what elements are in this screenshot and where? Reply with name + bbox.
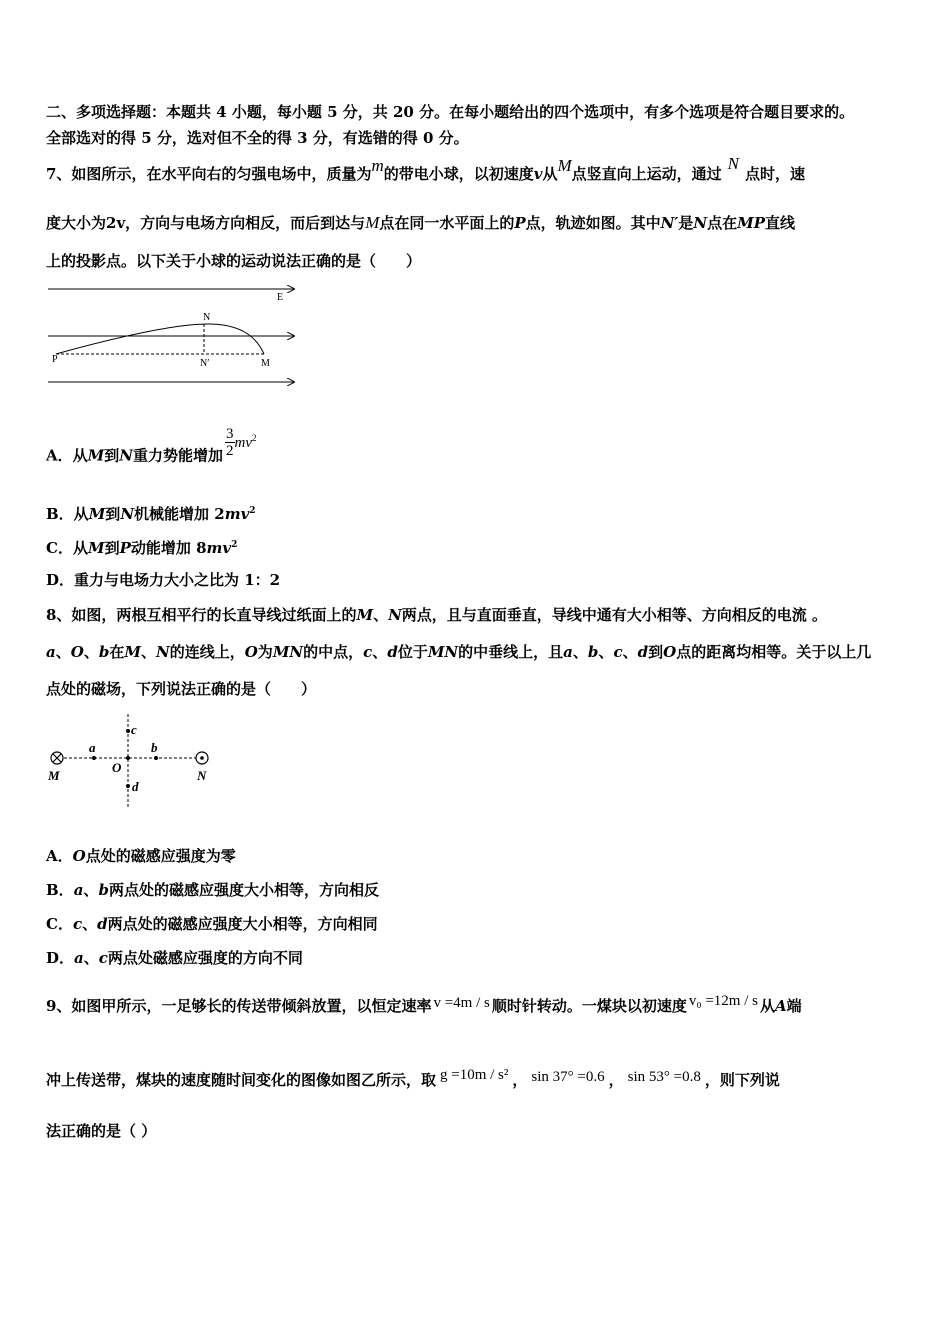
q7-option-d: D．重力与电场力大小之比为 1：2 (46, 571, 281, 589)
section-header-line1: 二、多项选择题：本题共 4 小题，每小题 5 分，共 20 分。在每小题给出的四个选项中，有多个选项是符合题目要求的。 (46, 103, 855, 121)
point-label-n: N (203, 312, 211, 323)
label-c: c (131, 722, 137, 737)
point-b-dot (154, 756, 158, 760)
q9-stem-line3: 法正确的是（ ） (46, 1122, 157, 1140)
q7-stem-line2: 度大小为2v，方向与电场方向相反，而后到达与M点在同一水平面上的P点，轨迹如图。其中N′是N点在MP直线 (46, 213, 795, 232)
q7-option-a: A．从M到N重力势能增加 $\frac{3}{2}$ $mv^2$ (46, 426, 257, 465)
point-c-dot (126, 729, 130, 733)
trajectory-curve (56, 324, 264, 354)
point-label-n-prime: N′ (200, 358, 210, 369)
q9-stem-line2: 冲上传送带，煤块的速度随时间变化的图像如图乙所示，取 g =10m / s² ， sin 37° =0.6 ， sin 53° =0.8 ，则下列说 (46, 1067, 780, 1089)
label-a: a (89, 740, 96, 755)
q8-stem-line3: 点处的磁场，下列说法正确的是（ ） (46, 680, 317, 698)
label-o: O (112, 760, 122, 775)
section-header-line2: 全部选对的得 5 分，选对但不全的得 3 分，有选错的得 0 分。 (46, 129, 469, 147)
q7-stem-line3: 上的投影点。以下关于小球的运动说法正确的是（ ） (46, 252, 422, 270)
label-d: d (132, 779, 139, 794)
label-b: b (151, 740, 158, 755)
point-d-dot (126, 784, 130, 788)
q9-stem-line1: 9、如图甲所示，一足够长的传送带倾斜放置，以恒定速率 v =4m / s 顺时针转动。一煤块以初速度 v₀ =12m / s 从A端 (46, 993, 802, 1015)
point-o-dot (126, 756, 130, 760)
label-m: M (48, 768, 60, 783)
q8-option-c: C．c、d两点处的磁感应强度大小相等，方向相同 (46, 915, 378, 933)
q7-stem-line1: 7、如图所示，在水平向右的匀强电场中，质量为m的带电小球，以初速度v从M点竖直向上运动，通过N点时，速 (46, 154, 806, 183)
q8-figure (44, 710, 224, 812)
q7-option-b: B．从M到N机械能增加 $2mv^2$ (46, 505, 256, 523)
label-n: N (197, 768, 207, 783)
point-label-m: M (261, 358, 270, 369)
wire-n-out-of-page-icon (196, 752, 208, 764)
q8-option-a: A．O点处的磁感应强度为零 (46, 847, 236, 865)
point-a-dot (92, 756, 96, 760)
q8-option-b: B．a、b两点处的磁感应强度大小相等，方向相反 (46, 881, 379, 899)
q8-stem-line1: 8、如图，两根互相平行的长直导线过纸面上的M、N两点，且与直面垂直，导线中通有大小相等、方向相反的电流 。 (46, 606, 828, 624)
point-label-p: P (52, 354, 58, 365)
q7-option-c: C．从M到P动能增加 $8mv^2$ (46, 539, 238, 557)
q7-figure (44, 280, 304, 390)
q8-stem-line2: a、O、b在M、N的连线上，O为MN的中点，c、d位于MN的中垂线上，且a、b、c、d到O点的距离均相等。关于以上几 (46, 643, 872, 661)
q8-option-d: D．a、c两点处磁感应强度的方向不同 (46, 949, 303, 967)
field-label-e: E (277, 292, 284, 303)
wire-m-into-page-icon (51, 752, 63, 764)
